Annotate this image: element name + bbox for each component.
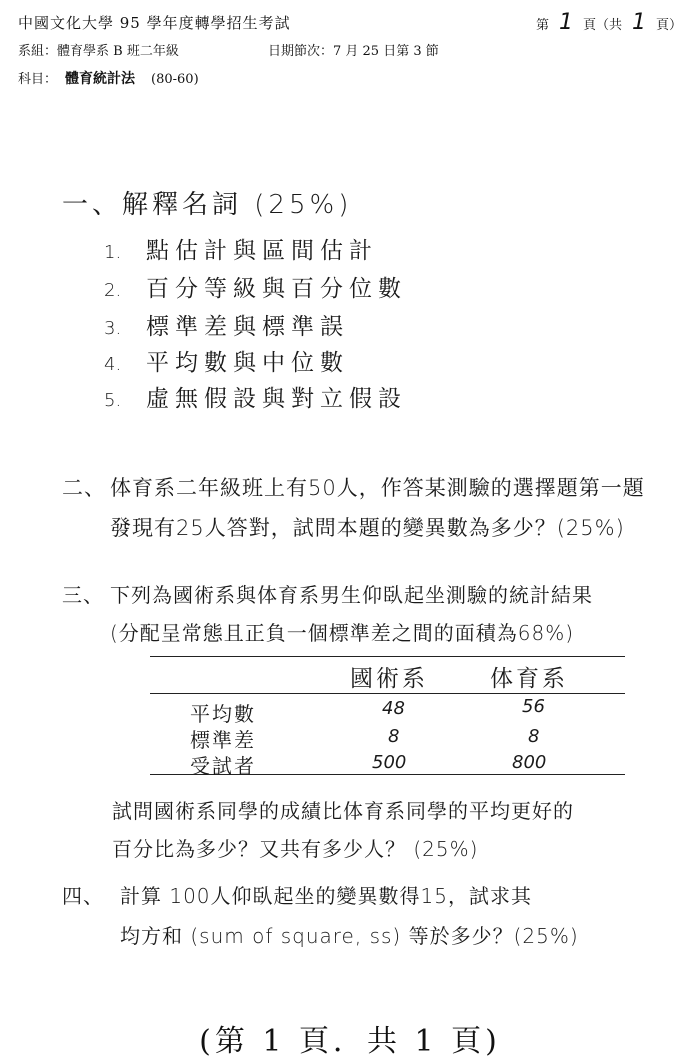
table-header-rule (150, 693, 625, 694)
table-cell: 56 (522, 696, 545, 717)
subject-label: 科目： (18, 72, 58, 87)
col-header: 体育系 (490, 666, 568, 692)
stats-table (150, 656, 625, 776)
section1-item (104, 380, 407, 413)
table-top-rule (150, 656, 625, 657)
section3-line1 (62, 576, 593, 614)
section3-question (62, 576, 593, 652)
item-number: 2. (104, 280, 122, 301)
item-number: 1. (104, 242, 122, 263)
section1-title: 一、解釋名詞 (25%) (62, 190, 353, 220)
section3-line2: (分配呈常態且正負一個標準差之間的面積為68%) (110, 621, 575, 645)
item-text: 標準差與標準誤 (146, 314, 349, 340)
subject-code: (80-60) (151, 72, 199, 87)
section2-text1: 体育系二年級班上有50人，作答某測驗的選擇題第一題 (110, 476, 645, 500)
section3-text1: 下列為國術系與体育系男生仰臥起坐測驗的統計結果 (110, 583, 593, 607)
table-cell: 800 (512, 752, 547, 773)
page-suffix: 頁） (655, 18, 682, 33)
section1-item (104, 232, 378, 265)
col-header: 國術系 (350, 666, 428, 692)
department-line: 系組：體育學系 B 班二年級 (18, 44, 179, 59)
table-cell: 8 (388, 726, 400, 747)
section3-number: 三、 (62, 583, 104, 607)
section3-q-line1: 試問國術系同學的成績比体育系同學的平均更好的 (112, 799, 574, 823)
section4-number: 四、 (62, 884, 104, 908)
page-current: 1 (558, 10, 573, 35)
section4-line2: 均方和 (sum of square, ss) 等於多少？(25%) (120, 924, 579, 948)
table-cell: 48 (382, 698, 405, 719)
section4-question (62, 876, 579, 956)
row-label: 平均數 (190, 702, 256, 726)
section1-item (104, 308, 349, 341)
section2-line2: 發現有25人答對，試問本題的變異數為多少？(25%) (110, 516, 625, 540)
section4-text1: 計算 100人仰臥起坐的變異數得15，試求其 (120, 884, 532, 908)
section2-question (62, 468, 645, 548)
section2-line1 (62, 468, 645, 508)
subject-line (18, 68, 199, 88)
item-number: 4. (104, 354, 122, 375)
item-text: 虛無假設與對立假設 (146, 386, 407, 412)
table-cell: 500 (372, 752, 407, 773)
page-indicator (536, 10, 682, 35)
row-label: 受試者 (190, 754, 256, 778)
row-label: 標準差 (190, 728, 256, 752)
page-mid: 頁（共 (582, 18, 622, 33)
date-line: 日期節次：7 月 25 日第 3 節 (268, 44, 439, 59)
subject-name: 體育統計法 (65, 71, 136, 87)
section4-line1 (62, 876, 579, 916)
item-text: 平均數與中位數 (146, 350, 349, 376)
exam-title: 中國文化大學 95 學年度轉學招生考試 (18, 14, 291, 32)
section3-subquestion (112, 792, 574, 868)
section1-item (104, 270, 407, 303)
page-prefix: 第 (535, 18, 549, 33)
section3-q-line2: 百分比為多少？又共有多少人？ (25%) (112, 837, 479, 861)
table-cell: 8 (528, 726, 540, 747)
section2-number: 二、 (62, 476, 106, 500)
item-text: 百分等級與百分位數 (146, 276, 407, 302)
page-total: 1 (631, 10, 646, 35)
section1-item (104, 344, 349, 377)
item-number: 5. (104, 390, 122, 411)
item-number: 3. (104, 318, 122, 339)
item-text: 點估計與區間估計 (146, 238, 378, 264)
page-footer: (第 1 頁．共 1 頁) (199, 1024, 501, 1059)
